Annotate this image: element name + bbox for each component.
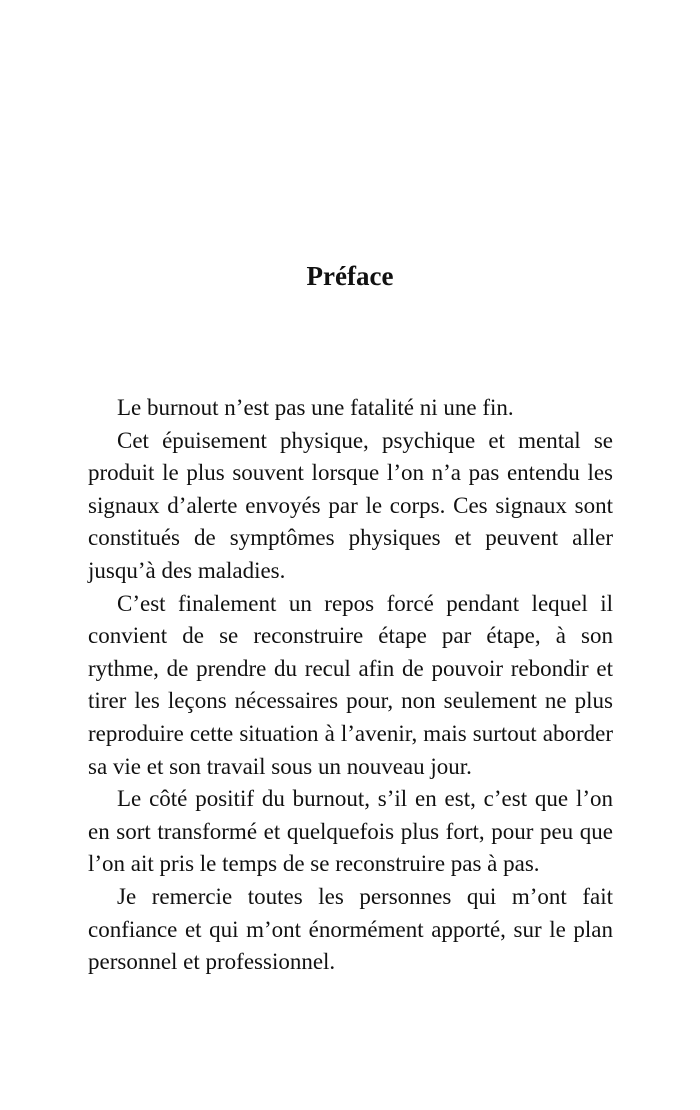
paragraph: Le burnout n’est pas une fatalité ni une fin.: [117, 395, 514, 420]
paragraph: C’est finalement un repos forcé pendant lequel il convient de se reconstruire étape par étape, à son rythme, de prendre du recul afin de pouvoir rebondir et tirer les leçons nécessaires pour, non seulement ne plus reproduire cette situation à l’avenir, mais surtout aborder sa vie et son travail sous un nouveau jour.: [88, 590, 613, 779]
paragraph: Cet épuisement physique, psychique et mental se produit le plus souvent lorsque l’on n’a pas entendu les signaux d’alerte envoyés par le corps. Ces signaux sont constitués de symptômes physiques et peuvent aller jusqu’à des maladies.: [88, 427, 613, 583]
page-title: Préface: [306, 261, 394, 291]
paragraph: Je remercie toutes les personnes qui m’ont fait confiance et qui m’ont énormément apporté, sur le plan personnel et professionnel.: [88, 883, 613, 975]
preface-body: [88, 392, 613, 979]
paragraph: Le côté positif du burnout, s’il en est, c’est que l’on en sort transformé et quelquefois plus fort, pour peu que l’on ait pris le temps de se reconstruire pas à pas.: [88, 786, 613, 877]
